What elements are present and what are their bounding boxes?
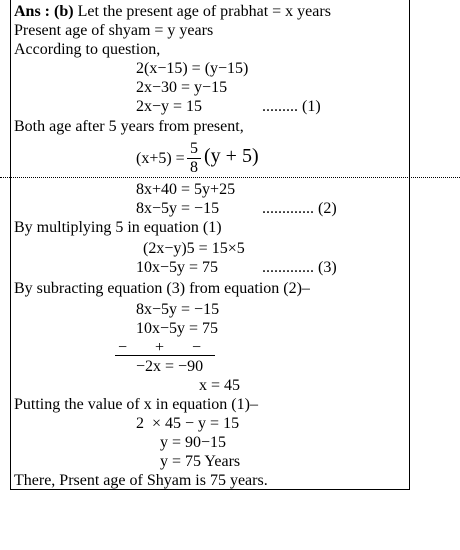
multiplying-line: By multiplying 5 in equation (1) — [14, 219, 222, 236]
fraction-right: (y + 5) — [204, 145, 259, 167]
equation-d4: x = 45 — [199, 377, 241, 394]
equation-c1: (2x−y)5 = 15×5 — [143, 240, 245, 257]
answer-prefix: Ans : (b) — [14, 3, 74, 20]
equation-tag-3: ............. (3) — [262, 259, 337, 276]
fraction-left: (x+5) = — [136, 150, 185, 167]
fraction-numerator: 5 — [190, 140, 198, 157]
equation-e3: y = 75 Years — [160, 453, 241, 470]
present-age-shyam: Present age of shyam = y years — [14, 22, 214, 39]
answer-intro-line — [14, 2, 331, 21]
fraction-denominator: 8 — [190, 159, 198, 176]
answer-intro: Let the present age of prabhat = x years — [73, 3, 331, 20]
equation-b1: 8x+40 = 5y+25 — [136, 181, 236, 198]
equation-c2: 10x−5y = 75 — [136, 259, 219, 276]
equation-b2: 8x−5y = −15 — [136, 200, 220, 217]
conclusion-line: There, Prsent age of Shyam is 75 years. — [14, 472, 268, 489]
putting-value-line: Putting the value of x in equation (1)– — [14, 396, 258, 413]
dotted-separator — [0, 177, 460, 178]
sign-change-row: − + − — [118, 339, 202, 356]
subtracting-line: By subracting equation (3) from equation (2)– — [14, 280, 310, 297]
equation-a2: 2x−30 = y−15 — [136, 79, 228, 96]
equation-e2: y = 90−15 — [160, 434, 227, 451]
equation-d3: −2x = −90 — [136, 358, 204, 375]
subtraction-rule — [115, 355, 215, 356]
equation-a1: 2(x−15) = (y−15) — [136, 60, 249, 77]
equation-e1: 2 × 45 − y = 15 — [136, 415, 240, 432]
fraction — [187, 141, 201, 176]
equation-tag-2: ............. (2) — [262, 200, 337, 217]
equation-tag-1: ......... (1) — [262, 98, 321, 115]
equation-d1: 8x−5y = −15 — [136, 301, 220, 318]
after-five-years: Both age after 5 years from present, — [14, 118, 244, 135]
equation-d2: 10x−5y = 75 — [136, 320, 219, 337]
according-to-question: According to question, — [14, 41, 161, 58]
equation-a3: 2x−y = 15 — [136, 98, 203, 115]
